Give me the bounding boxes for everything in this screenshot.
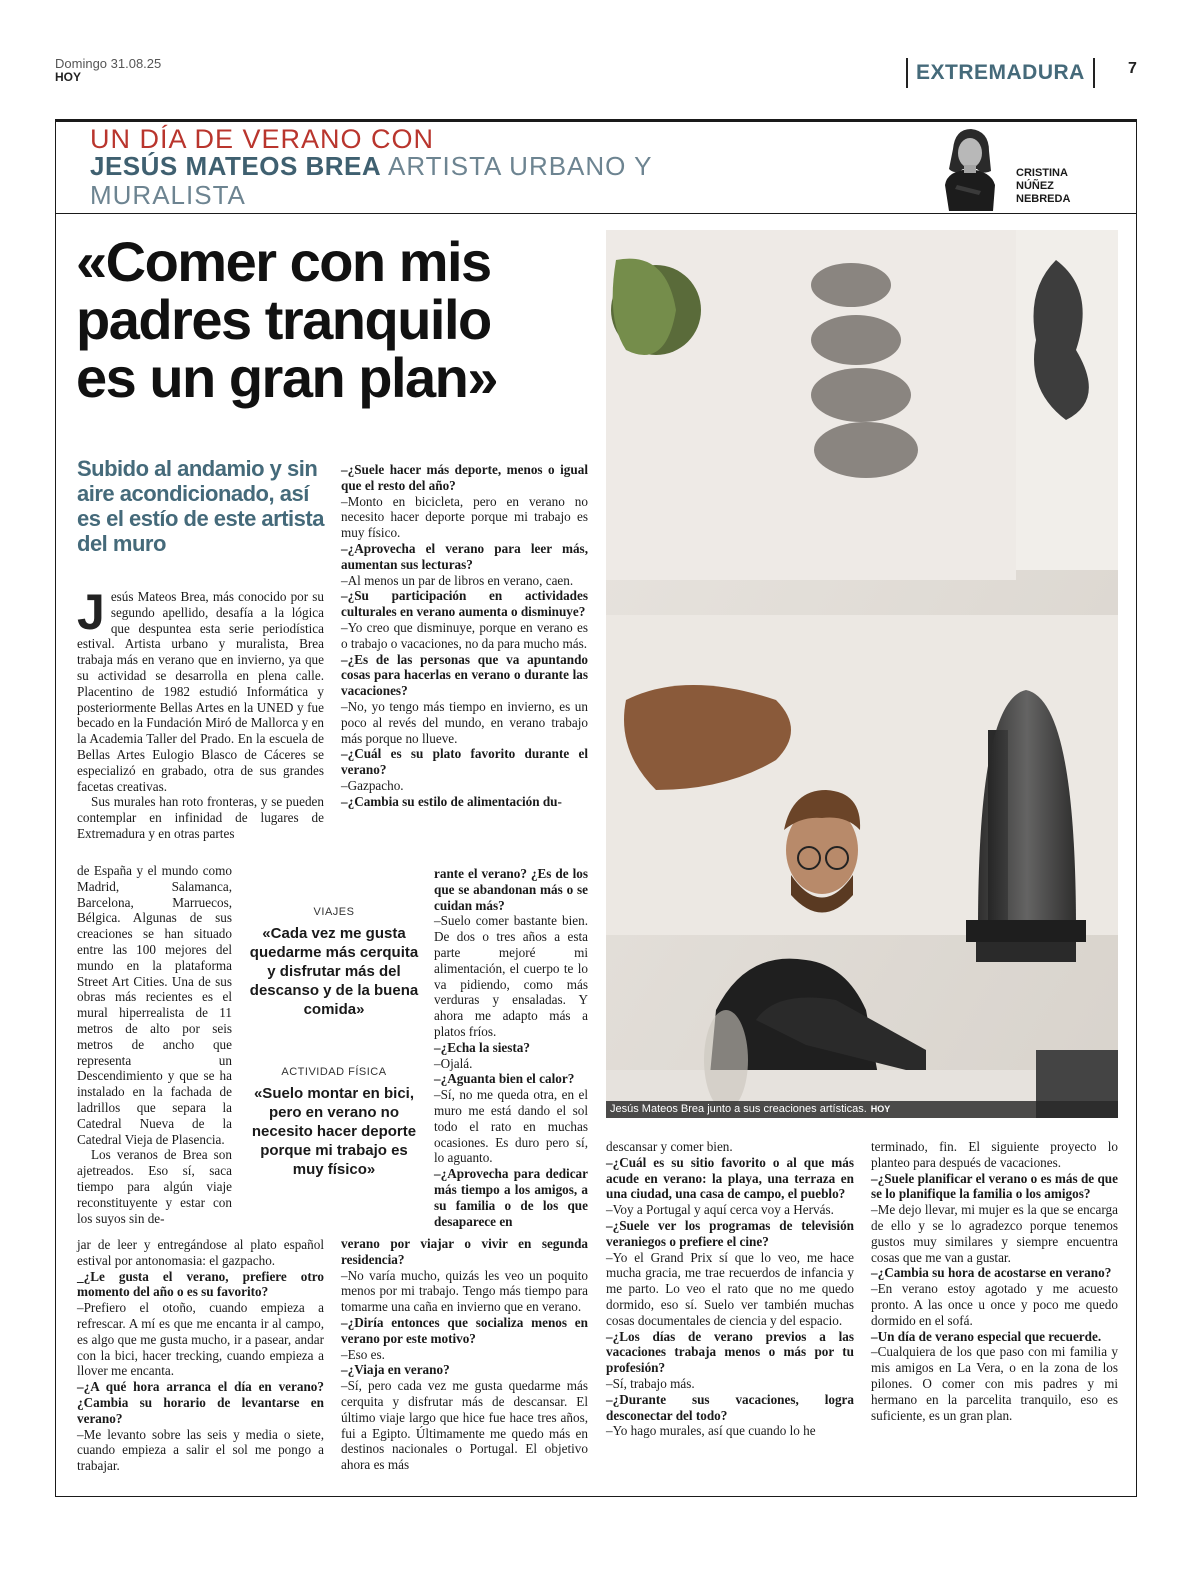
question: –¿Durante sus vacaciones, logra desconectar del todo? — [606, 1391, 854, 1423]
answer: –Gazpacho. — [341, 777, 404, 793]
dropcap: J — [77, 584, 105, 640]
page-number: 7 — [1128, 60, 1137, 77]
publication-name: HOY — [55, 70, 82, 84]
body-paragraph: Los veranos de Brea son ajetreados. Eso sí, saca tiempo para algún viaje reconstituyente y estar con los suyos sin de- — [77, 1147, 232, 1226]
answer: –Ojalá. — [434, 1055, 473, 1071]
answer: descansar y comer bien. — [606, 1139, 733, 1154]
body-col4 — [871, 1139, 1118, 1423]
body-col2-bottom — [341, 1236, 588, 1473]
answer: –Yo creo que disminuye, porque en verano es o trabajo o vacaciones, no da para mucho más. — [341, 619, 588, 651]
body-col2-top — [341, 462, 588, 810]
section-name: EXTREMADURA — [916, 61, 1085, 84]
article-photo — [606, 230, 1118, 1118]
answer: –Yo hago murales, así que cuando lo he — [606, 1423, 816, 1439]
body-col1-top — [77, 584, 324, 842]
answer: –Me dejo llevar, mi mujer es la que se encarga de ello y se lo agradezco porque tenemos gustos muy similares y siempre encuentra cosas que me van a gustar. — [871, 1202, 1118, 1265]
body-paragraph: Sus murales han roto fronteras, y se pueden contemplar en infinidad de lugares de Extremadura y en otras partes — [77, 794, 324, 841]
question: –¿Diría entonces que socializa menos en verano por este motivo? — [341, 1314, 588, 1346]
question: rante el verano? ¿Es de los que se abandonan más o se cuidan más? — [434, 866, 588, 913]
question: –¿Suele hacer más deporte, menos o igual que el resto del año? — [341, 462, 588, 493]
section-header — [906, 58, 1095, 88]
answer: –Prefiero el otoño, cuando empieza a refrescar. A mí es que me encanta ir al campo, es algo que me gusta mucho, ir a pasear, andar con la bici, hacer trecking, cuando empieza a llover me encanta. — [77, 1300, 324, 1379]
question: –¿Echa la siesta? — [434, 1039, 530, 1055]
kicker-subject — [90, 152, 730, 210]
answer: –No, yo tengo más tiempo en invierno, es un poco al revés del mundo, en verano trabajo más porque no llueve. — [341, 698, 588, 746]
kicker-series: UN DÍA DE VERANO CON — [90, 124, 435, 154]
answer: –Yo el Grand Prix sí que lo veo, me hace mucha gracia, me trae recuerdos de infancia y me parto. Lo veo el rato que no me quedo dormido, eso sí. Suelo ver también muchas cosas documentales de ciencia y del espacio. — [606, 1249, 854, 1328]
body-paragraph: jar de leer y entregándose al plato español estival por antonomasia: el gazpacho. — [77, 1237, 324, 1268]
pullquote-viajes: VIAJES «Cada vez me gusta quedarme más cerquita y disfrutar más del descanso y de la buena comida» — [249, 906, 419, 1018]
answer: –No varía mucho, quizás les veo un poquito menos por mi trabajo. Tengo más tiempo para tomarme una caña en invierno que en verano. — [341, 1267, 588, 1315]
answer: terminado, fin. El siguiente proyecto lo planteo para después de vacaciones. — [871, 1139, 1118, 1170]
question: –¿Suele planificar el verano o es más de que se lo planifique la familia o los amigos? — [871, 1170, 1118, 1202]
answer: –Sí, trabajo más. — [606, 1375, 695, 1391]
question: –¿Viaja en verano? — [341, 1362, 450, 1378]
question: –¿Los días de verano previos a las vacaciones trabaja menos o más por tu profesión? — [606, 1328, 854, 1376]
answer: –Sí, pero cada vez me gusta quedarme más cerquita y disfrutar más de descansar. El último viaje largo que hice fue hace tres años, fui a Egipto. Últimamente me quedo más en destinos nacionales o Portugal. El objetivo ahora es más — [341, 1378, 588, 1473]
answer: –En verano estoy agotado y me acuesto pronto. A las once u once y poco me quedo dormido en el sofá. — [871, 1281, 1118, 1328]
body-col2-narrow — [434, 866, 588, 1229]
kicker-role: ARTISTA URBANO Y MURALISTA — [90, 151, 653, 210]
question: –¿Aguanta bien el calor? — [434, 1071, 575, 1087]
author-byline: CRISTINA NÚÑEZ NEBREDA — [1016, 167, 1071, 205]
issue-date: Domingo 31.08.25 — [55, 56, 162, 71]
answer: –Cualquiera de los que paso con mi familia y mis amigos en La Vera, o en la zona de los pilones. O comer con mis padres y mi hermano en la parcelita tranquilo, eso es suficiente, es un gran plan. — [871, 1344, 1118, 1423]
question: –¿Es de las personas que va apuntando cosas para hacerlas en verano o durante las vacaciones? — [341, 651, 588, 699]
question: –Un día de verano especial que recuerde. — [871, 1328, 1102, 1344]
body-paragraph: de España y el mundo como Madrid, Salamanca, Barcelona, Marruecos, Bélgica. Algunas de sus creaciones se han situado entre las 100 mejores del mundo en la plataforma Street Art Cities. Una de sus obras más recientes es el mural hiperrealista de 11 metros de alto por seis metros de ancho que representa un Descendimiento y que se ha instalado en la fachada de ladrillos que separa la Catedral Nueva de la Catedral Vieja de Plasencia. — [77, 863, 232, 1147]
subheadline: Subido al andamio y sin aire acondicionado, así es el estío de este artista del muro — [77, 456, 324, 556]
kicker-name: JESÚS MATEOS BREA — [90, 151, 382, 181]
kicker-divider — [55, 213, 1137, 214]
answer: –Voy a Portugal y aquí cerca voy a Hervás. — [606, 1202, 834, 1218]
question: –¿Aprovecha el verano para leer más, aumentan sus lecturas? — [341, 540, 588, 572]
question: –¿Aprovecha para dedicar más tiempo a los amigos, a su familia o de los que desaparece en — [434, 1166, 588, 1229]
question: –¿Cuál es su sitio favorito o al que más acude en verano: la playa, una terraza en una ciudad, una casa de campo, el pueblo? — [606, 1154, 854, 1202]
question: –¿Su participación en actividades culturales en verano aumenta o disminuye? — [341, 588, 588, 620]
question: –¿Cambia su estilo de alimentación du- — [341, 793, 562, 809]
pullquote-actividad: ACTIVIDAD FÍSICA «Suelo montar en bici, pero en verano no necesito hacer deporte porque mi trabajo es muy físico» — [251, 1066, 417, 1178]
question: –¿Cambia su hora de acostarse en verano? — [871, 1265, 1112, 1281]
question: _¿Le gusta el verano, prefiere otro momento del año o es su favorito? — [77, 1268, 324, 1300]
body-col3 — [606, 1139, 854, 1439]
question: verano por viajar o vivir en segunda residencia? — [341, 1236, 588, 1267]
body-col1-bottom — [77, 1237, 324, 1474]
answer: –Me levanto sobre las seis y media o siete, cuando empieza a salir el sol me pongo a trabajar. — [77, 1426, 324, 1474]
answer: –Sí, no me queda otra, en el muro me está dando el sol todo el rato en muchas ocasiones. Es duro pero sí, lo aguanto. — [434, 1087, 588, 1166]
photo-caption: Jesús Mateos Brea junto a sus creaciones artísticas. HOY — [606, 1101, 1118, 1118]
body-paragraph: esús Mateos Brea, más conocido por su segundo apellido, desafía a la lógica que despuntea esta serie periodística estival. Artista urbano y muralista, Brea trabaja más en verano que en invierno, ya que su actividad se desarrolla en plena calle. Placentino de 1982 estudió Informática y posteriormente Bellas Artes en la UNED y fue becado en la Fundación Miró de Mallorca y en la Academia Taller del Prado. En la escuela de Bellas Artes Eulogio Blasco de Cáceres se especializó en grabado, otra de sus grandes facetas creativas. — [77, 589, 324, 794]
author-photo — [935, 125, 1003, 211]
answer: –Eso es. — [341, 1346, 385, 1362]
answer: –Al menos un par de libros en verano, caen. — [341, 572, 574, 588]
question: –¿Suele ver los programas de televisión veraniegos o prefiere el cine? — [606, 1217, 854, 1249]
answer: –Suelo comer bastante bien. De dos o tres años a esta parte mejoré mi alimentación, el cuerpo te lo va pidiendo, como más verduras y ensaladas. Y ahora me adapto más a platos fríos. — [434, 913, 588, 1039]
answer: –Monto en bicicleta, pero en verano no necesito hacer deporte porque mi trabajo es muy físico. — [341, 493, 588, 541]
body-col1-narrow — [77, 863, 232, 1226]
photo-credit: HOY — [870, 1104, 891, 1114]
question: –¿Cuál es su plato favorito durante el verano? — [341, 746, 588, 778]
question: –¿A qué hora arranca el día en verano? ¿Cambia su horario de levantarse en verano? — [77, 1379, 324, 1426]
headline: «Comer con mis padres tranquilo es un gran plan» — [76, 230, 497, 409]
